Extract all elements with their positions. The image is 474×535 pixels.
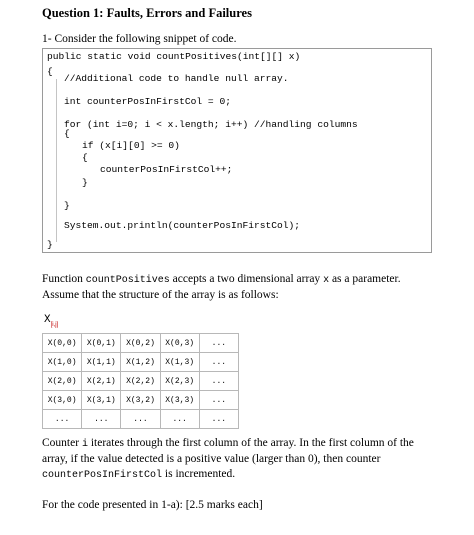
code-line: System.out.println(counterPosInFirstCol); [64, 220, 301, 231]
array-cell: ... [121, 410, 160, 429]
array-grid [42, 333, 239, 425]
code-line: { [64, 128, 70, 139]
paragraph-counter-description: Counter i iterates through the first column of the array. In the first column of the array, if the value detected is a positive value (larger than 0), then counter counterPosInFirstCol is incremented. [42, 437, 414, 481]
array-cell: ... [82, 410, 121, 429]
array-cell: X(2,0) [43, 372, 82, 391]
array-cell: X(0,2) [121, 334, 160, 353]
code-line: } [64, 200, 70, 211]
code-line: //Additional code to handle null array. [64, 73, 289, 84]
array-cell: X(1,1) [82, 353, 121, 372]
code-line: if (x[i][0] >= 0) [82, 140, 180, 151]
array-cell: X(1,2) [121, 353, 160, 372]
array-cell: ... [43, 410, 82, 429]
array-cell: ... [160, 410, 199, 429]
array-cell: X(0,0) [43, 334, 82, 353]
code-gutter-line [56, 79, 57, 242]
code-line: counterPosInFirstCol++; [100, 164, 233, 175]
array-cell: X(3,0) [43, 391, 82, 410]
code-line: } [47, 239, 53, 250]
code-line: } [82, 177, 88, 188]
array-row [43, 391, 239, 410]
array-cell: X(0,1) [82, 334, 121, 353]
array-row [43, 410, 239, 429]
array-row [43, 372, 239, 391]
code-line: for (int i=0; i < x.length; i++) //handling columns [64, 119, 358, 130]
array-row [43, 334, 239, 353]
intro-text: 1- Consider the following snippet of code. [42, 33, 237, 45]
array-table [42, 333, 239, 429]
array-label: $X_{[i,j]}$ [44, 314, 59, 329]
array-cell: X(0,3) [160, 334, 199, 353]
code-line: { [82, 152, 88, 163]
array-cell: X(1,0) [43, 353, 82, 372]
array-cell: ... [199, 391, 238, 410]
array-cell: X(3,2) [121, 391, 160, 410]
array-cell: X(3,1) [82, 391, 121, 410]
array-cell: ... [199, 372, 238, 391]
array-cell: ... [199, 410, 238, 429]
array-cell: X(3,3) [160, 391, 199, 410]
array-cell: X(2,1) [82, 372, 121, 391]
array-cell: ... [199, 353, 238, 372]
code-line: public static void countPositives(int[][] x) [47, 51, 301, 62]
paragraph-marks: For the code presented in 1-a): [2.5 marks each] [42, 499, 263, 511]
code-line: { [47, 66, 53, 77]
paragraph-function-description: Function countPositives accepts a two dimensional array x as a parameter. Assume that the structure of the array is as follows: [42, 273, 401, 301]
array-cell: ... [199, 334, 238, 353]
array-cell: X(2,2) [121, 372, 160, 391]
array-cell: X(2,3) [160, 372, 199, 391]
code-line: int counterPosInFirstCol = 0; [64, 96, 231, 107]
question-title: Question 1: Faults, Errors and Failures [42, 6, 252, 20]
array-row [43, 353, 239, 372]
array-cell: X(1,3) [160, 353, 199, 372]
